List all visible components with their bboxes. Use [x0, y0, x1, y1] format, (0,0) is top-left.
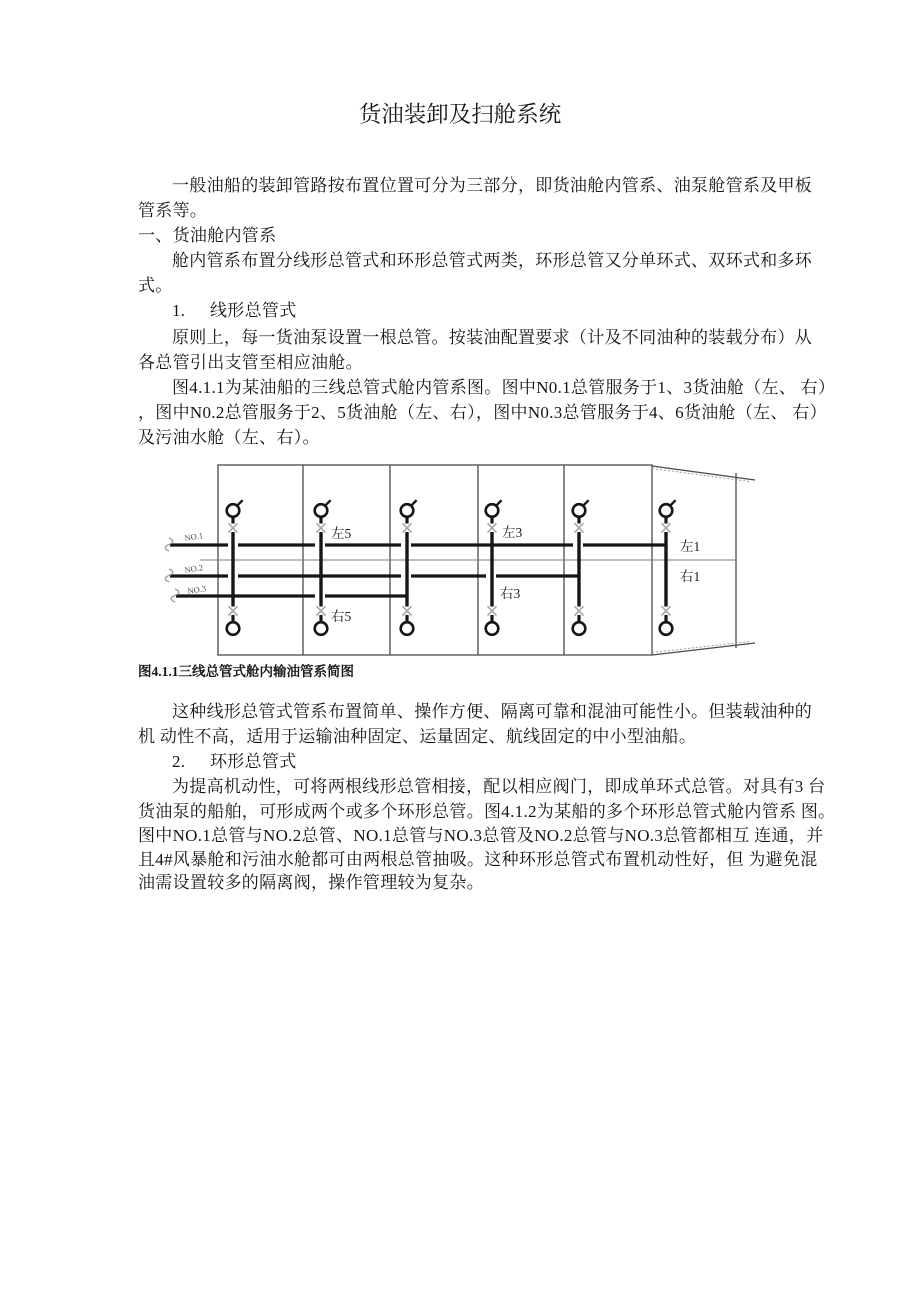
manifold-pipes: [170, 545, 666, 596]
subsection-number: 1.: [172, 301, 186, 320]
subsection-number: 2.: [172, 752, 186, 771]
bell-tail: [411, 500, 417, 506]
suction-bell-bottom-icon: [486, 622, 499, 635]
suction-bell-bottom-icon: [660, 622, 673, 635]
suction-bell-top-icon: [401, 504, 414, 517]
tank-labels: [331, 525, 700, 624]
paragraph-line: 图中NO.1总管与NO.2总管、NO.1总管与NO.3总管及NO.2总管与NO.3总管都相互 连通，并: [138, 826, 824, 845]
tank-3-suction-assembly: [486, 500, 502, 635]
tank-label-right3: 右3: [500, 586, 521, 601]
hull-outline: [218, 465, 755, 655]
tank-5-suction-assembly: [315, 500, 331, 635]
subsection-title: 环形总管式: [210, 752, 297, 771]
valve-icon: [229, 606, 238, 615]
valve-icon: [662, 606, 671, 615]
tank-label-left5: 左5: [331, 526, 352, 541]
paragraph-line: 这种线形总管式管系布置简单、操作方便、隔离可靠和混油可能性小。但装载油种的: [172, 702, 813, 721]
bell-tail: [237, 500, 243, 506]
paragraph-line: 式。: [138, 276, 173, 295]
pipe-break-icon: [165, 538, 173, 551]
paragraph-line: 各总管引出支管至相应油舱。: [138, 353, 363, 372]
paragraph-line: 机 动性不高，适用于运输油种固定、运量固定、航线固定的中小型油船。: [138, 727, 697, 746]
hull-body: [218, 465, 652, 655]
pipe-break-symbols: [165, 538, 179, 602]
tank-label-left1: 左1: [680, 539, 701, 554]
valve-icon: [488, 523, 497, 532]
tank-label-left3: 左3: [502, 525, 523, 540]
pipe-break-icon: [171, 589, 179, 602]
valve-icon: [317, 606, 326, 615]
valve-icon: [488, 606, 497, 615]
paragraph-line: 图4.1.1为某油船的三线总管式舱内管系图。图中N0.1总管服务于1、3货油舱（左、 右）: [172, 378, 836, 397]
tank-1-suction-assembly: [660, 500, 676, 635]
figure-caption: 图4.1.1三线总管式舱内输油管系简图: [138, 664, 354, 679]
valve-icon: [317, 523, 326, 532]
inlet-label-no3: NO.3: [186, 583, 207, 596]
pipe-break-icon: [165, 569, 173, 582]
bell-tail: [583, 500, 589, 506]
bell-tail: [325, 500, 331, 506]
tank-2-suction-assembly: [573, 500, 589, 635]
valve-icon: [575, 523, 584, 532]
bell-tail: [670, 500, 676, 506]
suction-bell-top-icon: [660, 504, 673, 517]
inlet-label-no2: NO.2: [183, 562, 204, 575]
suction-bell-top-icon: [486, 504, 499, 517]
suction-bell-bottom-icon: [573, 622, 586, 635]
subsection-heading-1: [172, 298, 297, 323]
valve-icon: [575, 606, 584, 615]
suction-bell-bottom-icon: [227, 622, 240, 635]
valve-icon: [403, 523, 412, 532]
paragraph-line: 油需设置较多的隔离阀，操作管理较为复杂。: [138, 873, 484, 892]
suction-bell-top-icon: [573, 504, 586, 517]
tank-4-suction-assembly: [401, 500, 417, 635]
suction-bell-bottom-icon: [401, 622, 414, 635]
paragraph-line: 货油泵的船舶，可形成两个或多个环形总管。图4.1.2为某船的多个环形总管式舱内管系 图。: [138, 802, 836, 821]
paragraph-line: 管系等。: [138, 201, 208, 220]
subsection-title: 线形总管式: [210, 301, 297, 320]
valve-icon: [662, 523, 671, 532]
paragraph-line: 及污油水舱（左、右）。: [138, 428, 320, 447]
inlet-label-no1: NO.1: [183, 530, 204, 543]
paragraph-line: 舱内管系布置分线形总管式和环形总管式两类，环形总管又分单环式、双环式和多环: [172, 251, 813, 270]
valve-icon: [403, 606, 412, 615]
paragraph-line: 原则上，每一货油泵设置一根总管。按装油配置要求（计及不同油种的装载分布）从: [172, 328, 813, 347]
paragraph-line: 为提高机动性，可将两根线形总管相接，配以相应阀门，即成单环式总管。对具有3 台: [172, 777, 826, 796]
suction-bell-top-icon: [315, 504, 328, 517]
valve-icon: [229, 523, 238, 532]
suction-bell-top-icon: [227, 504, 240, 517]
bow-section: [652, 466, 755, 655]
paragraph-line: ，图中N0.2总管服务于2、5货油舱（左、右），图中N0.3总管服务于4、6货油舱（左、 右）: [138, 403, 827, 422]
paragraph-line: 一般油船的装卸管路按布置位置可分为三部分，即货油舱内管系、油泵舱管系及甲板: [172, 176, 813, 195]
inlet-labels: [184, 530, 207, 596]
suction-bell-bottom-icon: [315, 622, 328, 635]
bell-tail: [496, 500, 502, 506]
subsection-heading-2: [172, 749, 297, 774]
paragraph-line: 且4#风暴舱和污油水舱都可由两根总管抽吸。这种环形总管式布置机动性好，但 为避免混: [138, 850, 818, 869]
tank-label-right1: 右1: [680, 569, 701, 584]
section-heading-1: 一、货油舱内管系: [138, 226, 277, 245]
tank-6-suction-assembly: [227, 500, 243, 635]
tank-label-right5: 右5: [331, 609, 352, 624]
page-title: 货油装卸及扫舱系统: [358, 102, 562, 127]
